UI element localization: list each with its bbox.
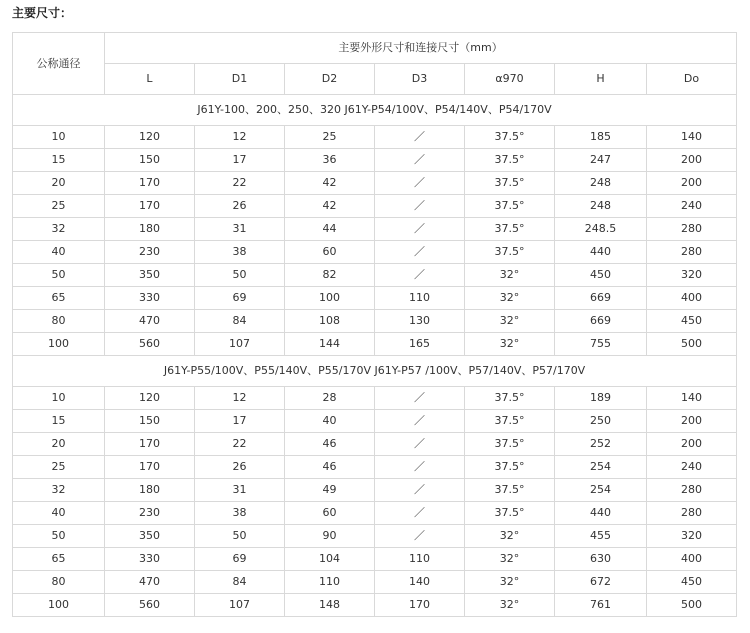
table-cell: 25	[13, 195, 105, 218]
table-cell: 140	[647, 387, 737, 410]
table-cell: ／	[375, 195, 465, 218]
table-cell: 10	[13, 387, 105, 410]
column-header: D1	[195, 64, 285, 95]
table-cell: 250	[555, 410, 647, 433]
table-cell: 500	[647, 594, 737, 617]
table-cell: 32	[13, 218, 105, 241]
table-cell: 248	[555, 195, 647, 218]
table-cell: ／	[375, 433, 465, 456]
table-cell: 37.5°	[465, 502, 555, 525]
table-cell: 140	[375, 571, 465, 594]
table-row	[13, 456, 737, 479]
table-cell: 200	[647, 433, 737, 456]
table-row	[13, 126, 737, 149]
table-cell: 22	[195, 433, 285, 456]
table-cell: 450	[555, 264, 647, 287]
table-cell: 37.5°	[465, 410, 555, 433]
table-cell: 350	[105, 525, 195, 548]
table-cell: 470	[105, 571, 195, 594]
table-cell: 248.5	[555, 218, 647, 241]
table-cell: 20	[13, 172, 105, 195]
table-cell: 252	[555, 433, 647, 456]
table-cell: 37.5°	[465, 433, 555, 456]
table-cell: 69	[195, 548, 285, 571]
table-cell: 107	[195, 594, 285, 617]
table-cell: ／	[375, 502, 465, 525]
table-cell: ／	[375, 525, 465, 548]
table-cell: 46	[285, 456, 375, 479]
table-cell: 32°	[465, 310, 555, 333]
table-cell: 32°	[465, 264, 555, 287]
table-cell: 280	[647, 502, 737, 525]
table-row	[13, 310, 737, 333]
table-cell: ／	[375, 149, 465, 172]
table-cell: 100	[13, 333, 105, 356]
table-cell: 40	[13, 241, 105, 264]
header-row	[13, 33, 737, 64]
table-cell: 170	[105, 195, 195, 218]
table-cell: 189	[555, 387, 647, 410]
table-cell: ／	[375, 456, 465, 479]
table-cell: 37.5°	[465, 195, 555, 218]
table-cell: 32°	[465, 571, 555, 594]
table-cell: 185	[555, 126, 647, 149]
table-row	[13, 594, 737, 617]
table-cell: 22	[195, 172, 285, 195]
table-cell: 560	[105, 333, 195, 356]
table-cell: 110	[375, 548, 465, 571]
table-row	[13, 525, 737, 548]
table-cell: 38	[195, 502, 285, 525]
table-cell: ／	[375, 172, 465, 195]
table-cell: ／	[375, 410, 465, 433]
table-cell: 170	[105, 456, 195, 479]
table-cell: 17	[195, 149, 285, 172]
table-cell: 50	[13, 525, 105, 548]
table-cell: 130	[375, 310, 465, 333]
table-cell: 17	[195, 410, 285, 433]
table-cell: 761	[555, 594, 647, 617]
table-cell: 32°	[465, 333, 555, 356]
table-cell: 450	[647, 571, 737, 594]
table-cell: 32°	[465, 287, 555, 310]
table-cell: 170	[375, 594, 465, 617]
dimensions-table	[12, 32, 737, 617]
table-cell: 32°	[465, 548, 555, 571]
table-cell: 37.5°	[465, 479, 555, 502]
table-cell: 46	[285, 433, 375, 456]
table-cell: 50	[195, 264, 285, 287]
table-row	[13, 333, 737, 356]
table-cell: 38	[195, 241, 285, 264]
table-cell: 50	[13, 264, 105, 287]
table-row	[13, 287, 737, 310]
table-cell: 60	[285, 241, 375, 264]
table-cell: 280	[647, 218, 737, 241]
table-cell: 60	[285, 502, 375, 525]
table-cell: 470	[105, 310, 195, 333]
table-cell: 31	[195, 479, 285, 502]
nominal-diameter-header: 公称通径	[13, 33, 105, 95]
table-cell: 350	[105, 264, 195, 287]
table-row	[13, 548, 737, 571]
table-cell: 400	[647, 548, 737, 571]
table-cell: 180	[105, 218, 195, 241]
table-row	[13, 433, 737, 456]
table-cell: 10	[13, 126, 105, 149]
column-header: H	[555, 64, 647, 95]
table-cell: 37.5°	[465, 149, 555, 172]
table-row	[13, 571, 737, 594]
table-row	[13, 387, 737, 410]
column-header-row	[13, 64, 737, 95]
table-cell: 37.5°	[465, 218, 555, 241]
table-cell: 200	[647, 149, 737, 172]
table-cell: 240	[647, 456, 737, 479]
table-cell: 180	[105, 479, 195, 502]
table-cell: 440	[555, 241, 647, 264]
group-title: J61Y-100、200、250、320 J61Y-P54/100V、P54/140V、P54/170V	[13, 95, 737, 126]
table-cell: 669	[555, 287, 647, 310]
table-cell: 28	[285, 387, 375, 410]
table-cell: 280	[647, 241, 737, 264]
table-cell: 230	[105, 241, 195, 264]
table-cell: 20	[13, 433, 105, 456]
table-cell: 84	[195, 571, 285, 594]
table-cell: 200	[647, 172, 737, 195]
table-cell: 672	[555, 571, 647, 594]
table-cell: 200	[647, 410, 737, 433]
table-cell: 44	[285, 218, 375, 241]
table-cell: ／	[375, 479, 465, 502]
table-cell: 120	[105, 126, 195, 149]
table-cell: 25	[285, 126, 375, 149]
table-cell: 12	[195, 126, 285, 149]
table-cell: 450	[647, 310, 737, 333]
table-cell: 37.5°	[465, 126, 555, 149]
table-cell: 65	[13, 287, 105, 310]
table-cell: 170	[105, 433, 195, 456]
table-cell: 40	[13, 502, 105, 525]
table-cell: 50	[195, 525, 285, 548]
table-cell: 37.5°	[465, 241, 555, 264]
table-cell: 560	[105, 594, 195, 617]
table-cell: 669	[555, 310, 647, 333]
table-cell: 84	[195, 310, 285, 333]
table-row	[13, 195, 737, 218]
table-cell: 25	[13, 456, 105, 479]
table-cell: 400	[647, 287, 737, 310]
table-row	[13, 149, 737, 172]
table-cell: 330	[105, 287, 195, 310]
table-cell: 32°	[465, 525, 555, 548]
table-cell: 330	[105, 548, 195, 571]
table-row	[13, 264, 737, 287]
table-cell: 36	[285, 149, 375, 172]
table-cell: 247	[555, 149, 647, 172]
table-row	[13, 172, 737, 195]
table-cell: 320	[647, 525, 737, 548]
table-cell: 37.5°	[465, 456, 555, 479]
table-cell: 254	[555, 479, 647, 502]
table-cell: 230	[105, 502, 195, 525]
table-cell: 100	[13, 594, 105, 617]
table-cell: 69	[195, 287, 285, 310]
group-title-row	[13, 356, 737, 387]
table-cell: 254	[555, 456, 647, 479]
table-cell: 80	[13, 310, 105, 333]
table-cell: 320	[647, 264, 737, 287]
table-cell: ／	[375, 126, 465, 149]
table-body	[13, 33, 737, 617]
table-cell: 150	[105, 410, 195, 433]
table-row	[13, 502, 737, 525]
table-cell: 110	[285, 571, 375, 594]
table-cell: 31	[195, 218, 285, 241]
table-cell: 440	[555, 502, 647, 525]
table-cell: 12	[195, 387, 285, 410]
table-cell: 40	[285, 410, 375, 433]
table-cell: 248	[555, 172, 647, 195]
table-cell: 32°	[465, 594, 555, 617]
dimensions-span-header: 主要外形尺寸和连接尺寸（mm）	[105, 33, 737, 64]
table-cell: 630	[555, 548, 647, 571]
table-cell: 755	[555, 333, 647, 356]
group-title-row	[13, 95, 737, 126]
table-cell: 500	[647, 333, 737, 356]
table-row	[13, 218, 737, 241]
table-cell: 120	[105, 387, 195, 410]
table-cell: 37.5°	[465, 172, 555, 195]
table-cell: 65	[13, 548, 105, 571]
column-header: L	[105, 64, 195, 95]
table-cell: 148	[285, 594, 375, 617]
table-cell: ／	[375, 264, 465, 287]
table-cell: 80	[13, 571, 105, 594]
table-cell: 15	[13, 149, 105, 172]
table-cell: 165	[375, 333, 465, 356]
table-cell: 37.5°	[465, 387, 555, 410]
table-cell: 455	[555, 525, 647, 548]
table-cell: 110	[375, 287, 465, 310]
table-cell: 170	[105, 172, 195, 195]
table-cell: 104	[285, 548, 375, 571]
column-header: Do	[647, 64, 737, 95]
column-header: D3	[375, 64, 465, 95]
table-cell: ／	[375, 241, 465, 264]
table-cell: 32	[13, 479, 105, 502]
table-cell: ／	[375, 218, 465, 241]
table-cell: 240	[647, 195, 737, 218]
table-row	[13, 479, 737, 502]
table-cell: 42	[285, 172, 375, 195]
table-cell: 26	[195, 195, 285, 218]
table-cell: 82	[285, 264, 375, 287]
table-cell: 42	[285, 195, 375, 218]
column-header: α970	[465, 64, 555, 95]
group-title: J61Y-P55/100V、P55/140V、P55/170V J61Y-P57 /100V、P57/140V、P57/170V	[13, 356, 737, 387]
table-cell: 140	[647, 126, 737, 149]
table-cell: 90	[285, 525, 375, 548]
table-cell: ／	[375, 387, 465, 410]
table-row	[13, 410, 737, 433]
table-cell: 108	[285, 310, 375, 333]
table-cell: 107	[195, 333, 285, 356]
table-cell: 144	[285, 333, 375, 356]
table-cell: 280	[647, 479, 737, 502]
column-header: D2	[285, 64, 375, 95]
table-cell: 150	[105, 149, 195, 172]
table-cell: 26	[195, 456, 285, 479]
table-cell: 100	[285, 287, 375, 310]
section-heading: 主要尺寸：	[12, 6, 73, 20]
table-row	[13, 241, 737, 264]
table-cell: 49	[285, 479, 375, 502]
table-cell: 15	[13, 410, 105, 433]
